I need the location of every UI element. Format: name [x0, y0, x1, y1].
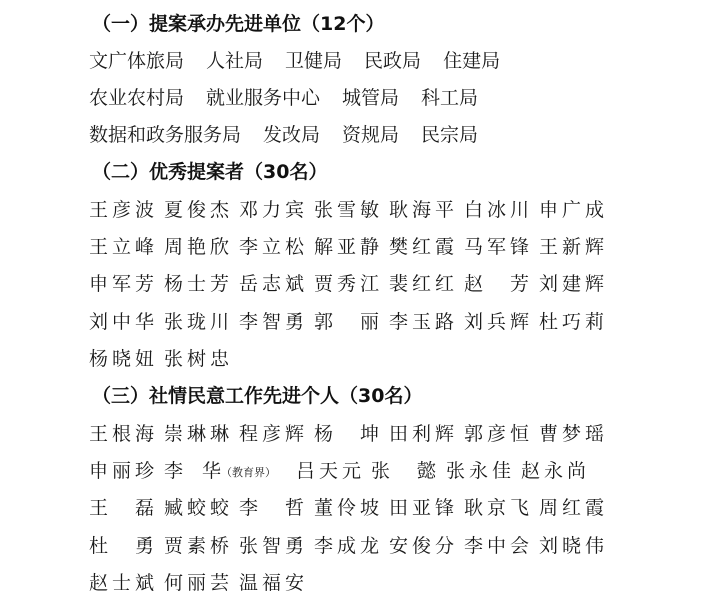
unit-name: 数据和政务服务局 — [89, 124, 242, 146]
unit-name: 就业服务中心 — [206, 87, 321, 109]
section-heading-proposers: （二）优秀提案者（30名） — [92, 161, 328, 183]
person-name: 张树忠 — [164, 348, 229, 370]
unit-row — [89, 52, 500, 71]
person-name: 赵芳 — [464, 273, 529, 295]
person-name: 李玉路 — [389, 311, 454, 333]
person-name: 岳志斌 — [239, 273, 304, 295]
unit-name: 农业农村局 — [89, 87, 185, 109]
person-name: 张珑川 — [164, 311, 229, 333]
person-name: 张永佳 — [446, 460, 511, 482]
person-name: 杜巧莉 — [539, 311, 604, 333]
person-name: 李立松 — [239, 236, 304, 258]
person-name: 刘晓伟 — [539, 535, 604, 557]
person-name: 董伶坡 — [314, 497, 379, 519]
unit-name: 科工局 — [421, 87, 479, 109]
name-row — [89, 499, 604, 518]
unit-name: 发改局 — [263, 124, 321, 146]
person-name: 田利辉 — [389, 423, 454, 445]
unit-name: 资规局 — [342, 124, 400, 146]
section-heading-units: （一）提案承办先进单位（12个） — [92, 13, 385, 35]
person-name: 耿京飞 — [464, 497, 529, 519]
person-name: 樊红霞 — [389, 236, 454, 258]
person-name: 王彦波 — [89, 199, 154, 221]
name-row — [89, 574, 304, 593]
person-name: 白冰川 — [464, 199, 529, 221]
name-row — [89, 275, 604, 294]
name-row — [89, 238, 604, 257]
unit-name: 民宗局 — [421, 124, 479, 146]
person-name: 温福安 — [239, 572, 304, 594]
person-name: 贾素桥 — [164, 535, 229, 557]
person-name: 刘中华 — [89, 311, 154, 333]
person-name: 周艳欣 — [164, 236, 229, 258]
person-name: 杨晓妞 — [89, 348, 154, 370]
person-name: 贾秀江 — [314, 273, 379, 295]
person-name: 曹梦瑶 — [539, 423, 604, 445]
section-heading-public-opinion: （三）社情民意工作先进个人（30名） — [92, 385, 423, 407]
person-name: 张雪敏 — [314, 199, 379, 221]
person-name: 臧蛟蛟 — [164, 497, 229, 519]
person-name: 解亚静 — [314, 236, 379, 258]
person-name: 张懿 — [371, 460, 436, 482]
person-name: 申军芳 — [89, 273, 154, 295]
person-name: 夏俊杰 — [164, 199, 229, 221]
person-name: 李哲 — [239, 497, 304, 519]
person-name: 李智勇 — [239, 311, 304, 333]
person-name: 何丽芸 — [164, 572, 229, 594]
person-name: 周红霞 — [539, 497, 604, 519]
unit-name: 城管局 — [342, 87, 400, 109]
person-name: 王新辉 — [539, 236, 604, 258]
name-row — [89, 537, 604, 556]
person-name: 郭丽 — [314, 311, 379, 333]
name-row — [89, 313, 604, 332]
person-name: 赵士斌 — [89, 572, 154, 594]
person-name: 申丽珍 — [89, 460, 154, 482]
unit-name: 住建局 — [443, 50, 501, 72]
person-name: 杨士芳 — [164, 273, 229, 295]
person-name: 王根海 — [89, 423, 154, 445]
unit-name: 民政局 — [364, 50, 422, 72]
person-name: 张智勇 — [239, 535, 304, 557]
unit-name: 卫健局 — [285, 50, 343, 72]
person-name: 李中会 — [464, 535, 529, 557]
person-name: 马军锋 — [464, 236, 529, 258]
person-name: 邓力宾 — [239, 199, 304, 221]
person-name: 杨坤 — [314, 423, 379, 445]
person-name: 王立峰 — [89, 236, 154, 258]
person-name: 李华 — [164, 460, 221, 482]
person-name: 刘建辉 — [539, 273, 604, 295]
person-name: 吕天元 — [296, 460, 361, 482]
unit-row — [89, 89, 478, 108]
person-name: 程彦辉 — [239, 423, 304, 445]
person-name: 王磊 — [89, 497, 154, 519]
unit-name: 人社局 — [206, 50, 264, 72]
name-row — [89, 462, 586, 481]
person-name: 耿海平 — [389, 199, 454, 221]
person-name: 安俊分 — [389, 535, 454, 557]
person-name: 申广成 — [539, 199, 604, 221]
person-name: 李成龙 — [314, 535, 379, 557]
name-row — [89, 425, 604, 444]
name-row — [89, 201, 604, 220]
affiliation-note: （教育界） — [221, 465, 276, 479]
person-name: 赵永尚 — [521, 460, 586, 482]
unit-name: 文广体旅局 — [89, 50, 185, 72]
person-name: 崇琳琳 — [164, 423, 229, 445]
person-name: 郭彦恒 — [464, 423, 529, 445]
person-name: 田亚锋 — [389, 497, 454, 519]
unit-row — [89, 126, 478, 145]
name-row — [89, 350, 229, 369]
person-name: 裴红红 — [389, 273, 454, 295]
person-name: 刘兵辉 — [464, 311, 529, 333]
person-name: 杜勇 — [89, 535, 154, 557]
